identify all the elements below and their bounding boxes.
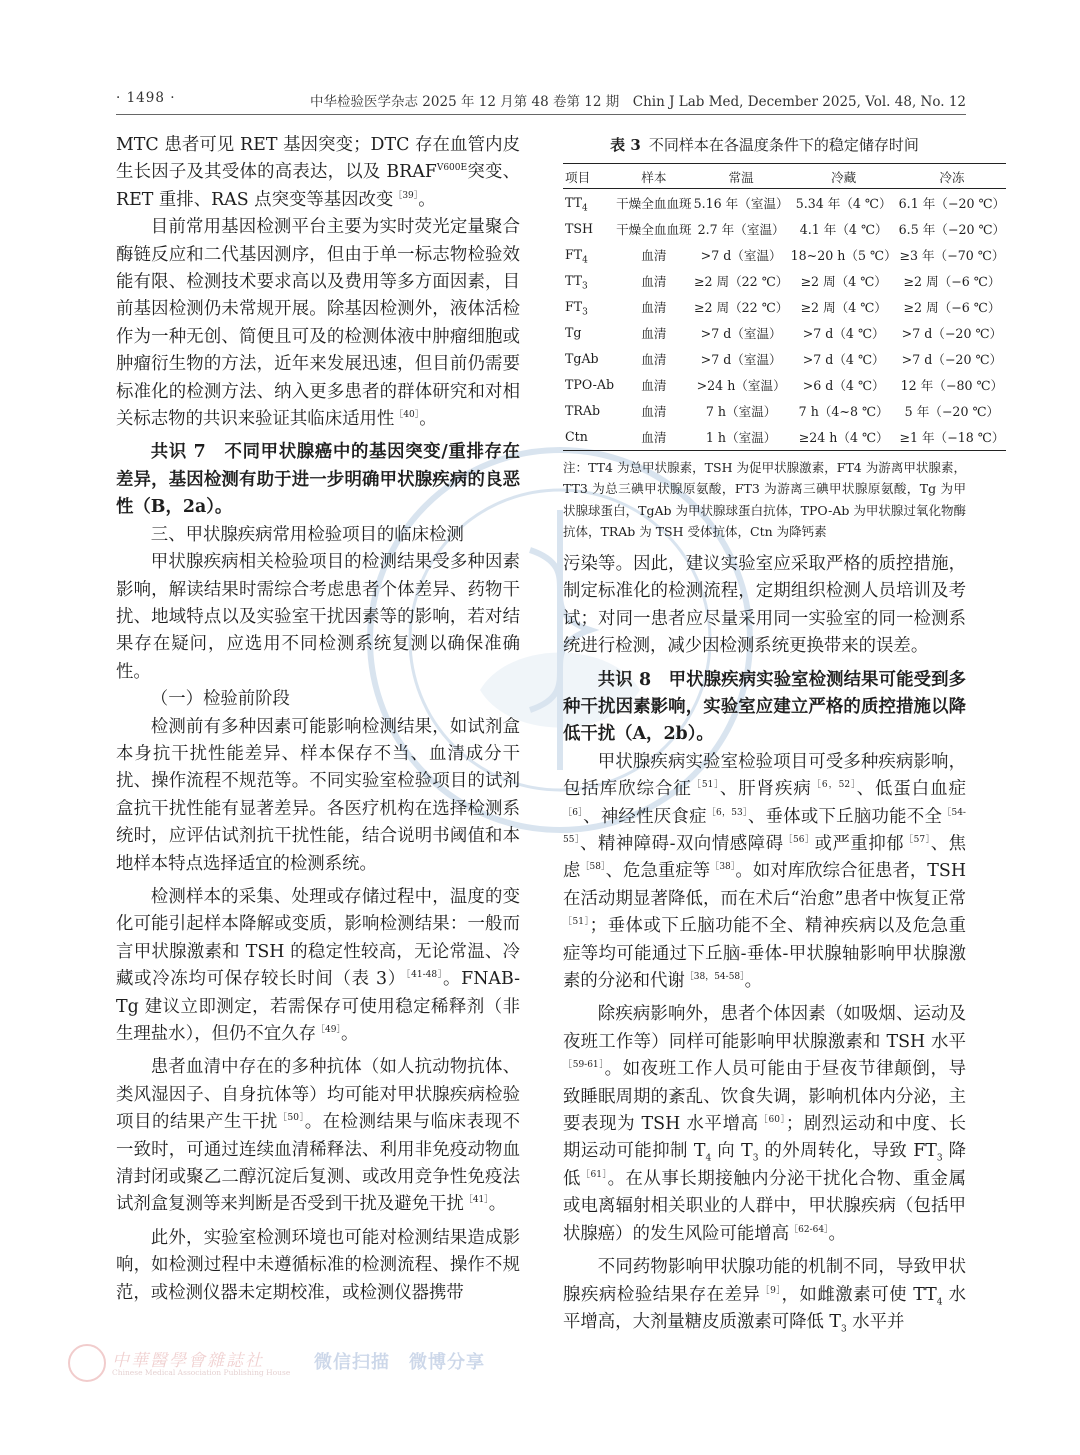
column-header: 冷藏 (831, 169, 857, 185)
paragraph: 检测样本的采集、处理或存储过程中，温度的变化可能引起样本降解或变质，影响检测结果：一般而言甲状腺激素和 TSH 的稳定性较高，无论常温、冷藏或冷冻均可保存较长时间（表 3）$^{[41-48]}$。FNAB-Tg 建议立即测定，若需保存可使用稳定稀释剂（非生理盐水），但仍不宜久存$^{[49]}$。 (116, 886, 520, 1044)
cell-sample: 干燥全血血斑 (616, 221, 692, 237)
cell-sample: 血清 (641, 273, 667, 289)
paragraph: 除疾病影响外，患者个体因素（如吸烟、运动及夜班工作等）同样可能影响甲状腺激素和 TSH 水平$^{[59-61]}$。如夜班工作人员可能由于昼夜节律颠倒，导致睡眠周期的紊乱、饮食失调，影响机体内分泌，主要表现为 TSH 水平增高$^{[60]}$；剧烈运动和中度、长期运动可能抑制 $T_4$ 向 $T_3$ 的外周转化，导致 $FT_3$ 降低$^{[61]}$。在从事长期接触内分泌干扰化合物、重金属或电离辐射相关职业的人群中，甲状腺疾病（包括甲状腺癌）的发生风险可能增高$^{[62-64]}$。 (563, 1004, 967, 1244)
column-header: 常温 (728, 169, 754, 185)
cell-frozen: ≥1 年（−18 ℃） (899, 430, 1005, 446)
table-row (563, 241, 1006, 267)
consensus-8: 共识 8 甲状腺疾病实验室检测结果可能受到多种干扰因素影响，实验室应建立严格的质控措施以降低干扰（A，2b）。 (563, 669, 966, 745)
cell-room-temp: >7 d（室温） (700, 326, 782, 342)
paragraph: 此外，实验室检测环境也可能对检测结果造成影响，如检测过程中未遵循标准的检测流程、操作不规范，或检测仪器未定期校准，或检测仪器携带 (116, 1227, 520, 1303)
paragraph: 患者血清中存在的多种抗体（如人抗动物抗体、类风湿因子、自身抗体等）均可能对甲状腺疾病检验项目的结果产生干扰$^{[50]}$。在检测结果与临床表现不一致时，可通过连续血清稀释法、利用非免疫动物血清封闭或聚乙二醇沉淀后复测、或改用竞争性免疫法试剂盒复测等来判断是否受到干扰及避免干扰$^{[41]}$。 (116, 1057, 520, 1215)
cell-frozen: 6.5 年（−20 ℃） (898, 221, 1006, 237)
table-row (563, 189, 1006, 216)
cell-refrigerated: 18~20 h（5 ℃） (790, 247, 897, 263)
cell-item: $TT_3$ (565, 272, 588, 292)
stability-table (563, 163, 1006, 451)
page-number: · 1498 · (116, 90, 176, 106)
cell-sample: 血清 (641, 247, 667, 263)
paragraph: 污染等。因此，建议实验室应采取严格的质控措施，制定标准化的检测流程，定期组织检测人员培训及考试；对同一患者应尽量采用同一实验室的同一检测系统进行检测，减少因检测系统更换带来的误差。 (563, 553, 966, 657)
cell-sample: 血清 (641, 430, 667, 446)
cell-frozen: >7 d（−20 ℃） (901, 352, 1003, 368)
table-header-row (563, 164, 1006, 189)
paragraph: 甲状腺疾病实验室检验项目可受多种疾病影响，包括库欣综合征$^{[51]}$、肝肾疾病$^{[6,52]}$、低蛋白血症$^{[6]}$、神经性厌食症$^{[6,53]}$、垂体或下丘脑功能不全$^{[54-55]}$、精神障碍-双向情感障碍$^{[56]}$或严重抑郁$^{[57]}$、焦虑$^{[58]}$、危急重症等$^{[38]}$。如对库欣综合征患者，TSH 在活动期显著降低，而在术后“治愈”患者中恢复正常$^{[51]}$；垂体或下丘脑功能不全、精神疾病以及危急重症等均可能通过下丘脑-垂体-甲状腺轴影响甲状腺激素的分泌和代谢$^{[38,54-58]}$。 (563, 751, 967, 992)
cell-item: TSH (565, 220, 594, 236)
column-header: 冷冻 (939, 169, 965, 185)
right-column (563, 132, 1006, 1336)
cell-room-temp: ≥2 周（22 ℃） (693, 273, 789, 289)
cell-item: $TT_4$ (565, 194, 588, 214)
cell-refrigerated: >6 d（4 ℃） (802, 378, 885, 394)
cell-refrigerated: 4.1 年（4 ℃） (799, 221, 888, 237)
cell-room-temp: 2.7 年（室温） (697, 221, 785, 237)
cell-sample: 干燥全血血斑 (616, 195, 692, 211)
table-row (563, 424, 1006, 451)
cell-frozen: 12 年（−80 ℃） (900, 378, 1004, 394)
cell-item: Tg (565, 325, 582, 341)
cell-refrigerated: ≥24 h（4 ℃） (798, 430, 889, 446)
consensus-7: 共识 7 不同甲状腺癌中的基因突变/重排存在差异，基因检测有助于进一步明确甲状腺疾病的良恶性（B，2a）。 (116, 442, 520, 518)
cell-sample: 血清 (641, 326, 667, 342)
cell-item: $FT_3$ (565, 298, 588, 318)
cell-room-temp: >24 h（室温） (696, 378, 786, 394)
cell-refrigerated: ≥2 周（4 ℃） (800, 299, 887, 315)
table-title: 表 3 不同样本在各温度条件下的稳定储存时间 (610, 136, 919, 154)
table-row (563, 215, 1006, 241)
cell-refrigerated: 5.34 年（4 ℃） (795, 195, 892, 211)
cell-sample: 血清 (641, 378, 667, 394)
table-row (563, 346, 1006, 372)
cell-item: TgAb (565, 351, 599, 367)
header-rule (116, 114, 966, 115)
paragraph: 不同药物影响甲状腺功能的机制不同，导致甲状腺疾病检验结果存在差异$^{[9]}$，如雌激素可使 $TT_4$ 水平增高，大剂量糖皮质激素可降低 $T_3$ 水平并 (563, 1257, 966, 1335)
cell-room-temp: 5.16 年（室温） (693, 195, 789, 211)
journal-running-title: 中华检验医学杂志 2025 年 12 月第 48 卷第 12 期 Chin J Lab Med, December 2025, Vol. 48, No. 12 (310, 94, 966, 110)
cell-room-temp: 1 h（室温） (705, 430, 777, 446)
section-heading: 三、甲状腺疾病常用检验项目的临床检测 (150, 524, 464, 545)
column-header: 样本 (641, 169, 667, 185)
table-row (563, 398, 1006, 424)
cell-frozen: ≥2 周（−6 ℃） (903, 299, 1001, 315)
cell-room-temp: ≥2 周（22 ℃） (693, 299, 789, 315)
cell-item: TPO-Ab (565, 377, 615, 393)
cell-room-temp: >7 d（室温） (700, 352, 782, 368)
cell-room-temp: 7 h（室温） (705, 404, 777, 420)
cell-sample: 血清 (641, 299, 667, 315)
cell-sample: 血清 (641, 404, 667, 420)
table-row (563, 267, 1006, 293)
cell-item: $FT_4$ (565, 246, 588, 266)
cell-frozen: >7 d（−20 ℃） (901, 326, 1003, 342)
publisher-name-cn: 中華醫學會雜誌社 (112, 1351, 264, 1371)
cell-refrigerated: 7 h（4~8 ℃） (798, 404, 889, 420)
column-header: 项目 (565, 169, 591, 185)
cell-item: TRAb (565, 403, 601, 419)
publisher-emblem-icon (68, 1344, 106, 1382)
cell-refrigerated: >7 d（4 ℃） (802, 352, 885, 368)
table-row (563, 293, 1006, 319)
publisher-logo (68, 1342, 488, 1382)
paragraph: 甲状腺疾病相关检验项目的检测结果受多种因素影响，解读结果时需综合考虑患者个体差异、药物干扰、地域特点以及实验室干扰因素等的影响，若对结果存在疑问，应选用不同检测系统复测以确保准确性。 (116, 552, 520, 682)
paragraph: MTC 患者可见 RET 基因突变；DTC 存在血管内皮生长因子及其受体的高表达，以及 $BRAF^{V600E}$突变、RET 重排、RAS 点突变等基因改变$^{[39]}$。 (116, 135, 520, 210)
paragraph: 目前常用基因检测平台主要为实时荧光定量聚合酶链反应和二代基因测序，但由于单一标志物检验效能有限、检测技术要求高以及费用等多方面因素，目前基因检测仍未常规开展。除基因检测外，液体活检作为一种无创、简便且可及的检测体液中肿瘤细胞或肿瘤衍生物的方法，近年来发展迅速，但目前仍需要标准化的检测方法、纳入更多患者的群体研究和对相关标志物的共识来验证其临床适用性$^{[40]}$。 (116, 217, 520, 430)
cell-frozen: 5 年（−20 ℃） (904, 404, 1000, 420)
cell-sample: 血清 (641, 352, 667, 368)
media-watermark: 微信扫描 微博分享 (314, 1352, 485, 1373)
running-header (116, 88, 966, 110)
cell-refrigerated: >7 d（4 ℃） (802, 326, 885, 342)
table-row (563, 319, 1006, 345)
paragraph: 检测前有多种因素可能影响检测结果，如试剂盒本身抗干扰性能差异、样本保存不当、血清成分干扰、操作流程不规范等。不同实验室检验项目的试剂盒抗干扰性能有显著差异。各医疗机构在选择检测系统时，应评估试剂抗干扰性能，结合说明书阈值和本地样本特点选择适宜的检测系统。 (116, 716, 520, 874)
subsection-heading: （一）检验前阶段 (150, 689, 290, 710)
publisher-name-en: Chinese Medical Association Publishing House (112, 1368, 291, 1377)
table-note: 注：TT4 为总甲状腺素，TSH 为促甲状腺激素，FT4 为游离甲状腺素，TT3 为总三碘甲状腺原氨酸，FT3 为游离三碘甲状腺原氨酸，Tg 为甲状腺球蛋白，TgAb 为甲状腺球蛋白抗体，TPO-Ab 为甲状腺过氧化物酶抗体，TRAb 为 TSH 受体抗体，Ctn 为降钙素 (563, 459, 966, 540)
cell-frozen: ≥3 年（−70 ℃） (899, 247, 1005, 263)
cell-refrigerated: ≥2 周（4 ℃） (800, 273, 887, 289)
cell-item: Ctn (565, 429, 588, 445)
cell-frozen: ≥2 周（−6 ℃） (903, 273, 1001, 289)
table-row (563, 372, 1006, 398)
left-column (116, 132, 520, 1307)
cell-frozen: 6.1 年（−20 ℃） (898, 195, 1006, 211)
cell-room-temp: >7 d（室温） (700, 247, 782, 263)
